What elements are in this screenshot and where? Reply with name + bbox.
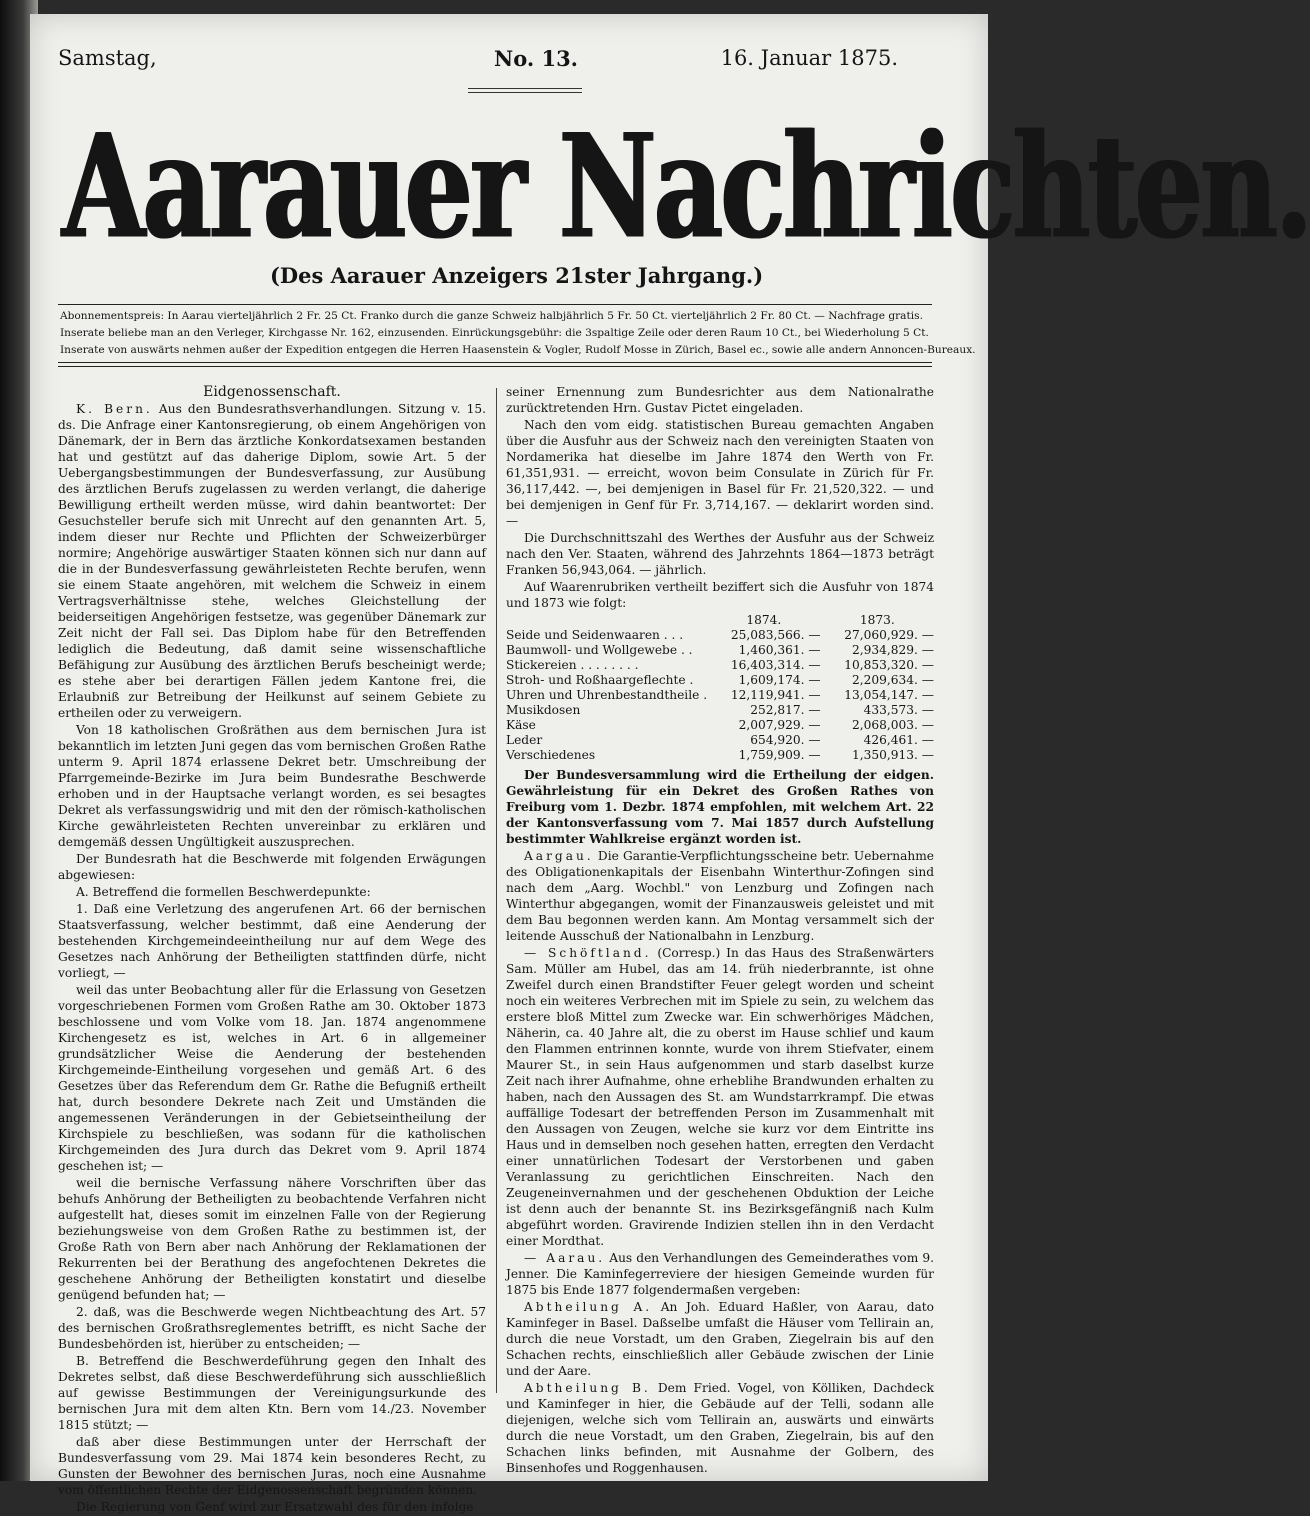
issue-number: No. 13. [494,46,578,71]
export-value-1873: 2,934,829. — [852,643,934,657]
issue-day: Samstag, [58,46,157,70]
subscription-line-1: Abonnementspreis: In Aarau vierteljährlich 2 Fr. 25 Ct. Franko durch die ganze Schweiz halbjährlich 5 Fr. 50 Ct. vierteljährlich 2 Fr. 80 Ct. — Nachfrage gratis. [60,310,923,322]
subscription-line-2: Inserate beliebe man an den Verleger, Kirchgasse Nr. 162, einzusenden. Einrückungsgebühr: die 3spaltige Zeile oder deren Raum 10 Ct., bei Wiederholung 5 Ct. [60,327,929,339]
article-genf: Die Regierung von Genf wird zur Ersatzwahl des für den infolge [76,1500,474,1514]
place-schoeftland: — Schöftland. [524,946,652,960]
rule-mid-2 [58,366,932,367]
article-point-2: 2. daß, was die Beschwerde wegen Nichtbeachtung des Art. 57 des bernischen Großrathsreglementes betrifft, es nicht Sache der Bundesbehörden ist, hierüber zu entscheiden; — [58,1305,486,1351]
article-point-a: A. Betreffend die formellen Beschwerdepunkte: [76,885,371,899]
export-value-1874: 1,759,909. — [738,748,821,762]
export-value-1874: 1,460,361. — [738,643,821,657]
issue-header [58,46,898,76]
export-value-1874: 25,083,566. — [730,628,821,642]
export-table-row [506,628,934,643]
export-table-body [506,628,934,763]
article-aargau-text: Die Garantie-Verpflichtungsscheine betr. Uebernahme des Obligationenkapitals der Eisenbahn Winterthur-Zofingen sind nach dem „Aarg. Wochbl." von Lenzburg und Zofingen nach Winterthur abgegangen, womit der Finanzausweis geleistet und mit dem Bau begonnen werden kann. Am Montag versammelt sich der leitende Ausschuß der Nationalbahn in Lenzburg. [506,849,934,943]
export-table-row [506,643,934,658]
issue-date: 16. Januar 1875. [720,46,898,70]
export-category: Leder [506,733,543,747]
export-table-row [506,658,934,673]
export-value-1874: 2,007,929. — [738,718,821,732]
rule-mid-1 [58,362,932,363]
article-durchschnitt: Die Durchschnittszahl des Werthes der Ausfuhr aus der Schweiz nach den Ver. Staaten, während des Jahrzehnts 1864—1873 beträgt Franken 56,943,064. — jährlich. [506,531,934,577]
export-value-1873: 27,060,929. — [844,628,934,642]
export-table-row [506,718,934,733]
export-value-1873: 13,054,147. — [844,688,934,702]
export-value-1874: 16,403,314. — [730,658,821,672]
export-value-1873: 1,350,913. — [852,748,934,762]
export-category: Baumwoll- und Wollgewebe . . [506,643,693,657]
subscription-line-3: Inserate von auswärts nehmen außer der Expedition entgegen die Herren Haasenstein & Vogler, Rudolf Mosse in Zürich, Basel ec., sowie alle andern Annoncen-Bureaux. [60,344,976,356]
export-table [506,613,934,763]
article-aarau [506,1250,934,1298]
export-table-row [506,733,934,748]
label-abtheilung-b: Abtheilung B. [524,1381,651,1395]
export-table-row [506,703,934,718]
label-abtheilung-a: Abtheilung A. [524,1300,653,1314]
article-bundesrath: Der Bundesrath hat die Beschwerde mit folgenden Erwägungen abgewiesen: [58,852,486,882]
export-value-1873: 2,209,634. — [852,673,934,687]
place-bern: K. Bern. [76,402,153,416]
export-value-1873: 2,068,003. — [852,718,934,732]
article-freiburg: Der Bundesversammlung wird die Ertheilung der eidgen. Gewährleistung für ein Dekret des Großen Rathes von Freiburg vom 1. Dezbr. 1874 empfohlen, mit welchem Art. 22 der Kantonsverfassung vom 7. Mai 1857 durch Aufstellung bestimmter Wahlkreise ergänzt worden ist. [506,768,934,846]
article-schoeftland-text: (Corresp.) In das Haus des Straßenwärters Sam. Müller am Hubel, das am 14. früh niederbrannte, ist ohne Zweifel durch einen Brandstifter Feuer gelegt worden und scheint noch ein weiteres Verbrechen mit im Spiele zu sein, zu welchem das erstere bloß Mittel zum Zwecke war. Ein schwerhöriges Mädchen, Näherin, ca. 40 Jahre alt, die zu oberst im Hause schlief und kaum den Flammen entrinnen konnte, wurde von ihrem Stiefvater, einem Maurer St., in sein Haus aufgenommen und starb daselbst kurze Zeit nach ihrer Aufnahme, ohne erheblihe Brandwunden erhalten zu haben, nach den Aussagen des St. am Wundstarrkrampf. Die etwas auffällige Todesart der betreffenden Person im Zusammenhalt mit den Aussagen von Zeugen, welche sie kurz vor dem Eintritte ins Haus und in demselben noch gesehen hatten, erregten den Verdacht einer unnatürlichen Todesart der Verstorbenen und gaben Veranlassung zu gerichtlichen Einschreiten. Nach den Zeugeneinvernahmen und der geschehenen Obduktion der Leiche ist denn auch der benannte St. ins Bezirksgefängniß nach Kulm abgeführt worden. Gravirende Indizien stellen ihn in den Verdacht einer Mordthat. [506,946,934,1248]
article-point-b2: daß aber diese Bestimmungen unter der Herrschaft der Bundesverfassung vom 29. Mai 1874 kein besonderes Recht, zu Gunsten der Bewohner des bernischen Juras, noch eine Ausnahme vom öffentlichen Rechte der Eidgenossenschaft begründen können. [58,1435,486,1497]
article-pictet: seiner Ernennung zum Bundesrichter aus dem Nationalrathe zurücktretenden Hrn. Gustav Pictet eingeladen. [506,385,934,415]
masthead-title: Aarauer Nachrichten. [62,101,1310,271]
article-point-1b: weil das unter Beobachtung aller für die Erlassung von Gesetzen vorgeschriebenen Formen vom Großen Rathe am 30. Oktober 1873 beschlossene und vom Volke vom 18. Jan. 1874 angenommene Kirchengesetz es ist, welches in Art. 6 in allgemeiner grundsätzlicher Weise die Aenderung der bestehenden Kirchgemeinde-Eintheilung vorgesehen und gemäß Art. 6 des Gesetzes über das Referendum dem Gr. Rathe die Befugniß ertheilt hat, durch besondere Dekrete nach Zeit und Umständen die angemessenen Veränderungen in der Gebietseintheilung der Kirchspiele zu beschließen, was sodann für die katholischen Kirchgemeinden des Jura durch das Dekret vom 9. April 1874 geschehen ist; — [58,983,486,1173]
export-value-1873: 433,573. — [863,703,934,717]
export-value-1873: 10,853,320. — [844,658,934,672]
article-aargau [506,848,934,944]
place-aarau: — Aarau. [524,1251,606,1265]
article-jura: Von 18 katholischen Großräthen aus dem bernischen Jura ist bekanntlich im letzten Juni gegen das vom bernischen Großen Rathe unterm 9. April 1874 erlassene Dekret betr. Umschreibung der Pfarrgemeinde-Bezirke im Jura beim Bundesrathe Beschwerde erhoben und in der Hauptsache verlangt worden, es sei besagtes Dekret als verfassungswidrig und mit den der römisch-katholischen Kirche gewährleisteten Rechten unvereinbar zu erklären und demgemäß dessen Ungültigkeit auszusprechen. [58,723,486,849]
article-abtheilung-b [506,1380,934,1476]
export-value-1874: 1,609,174. — [738,673,821,687]
article-point-b: B. Betreffend die Beschwerdeführung gegen den Inhalt des Dekretes selbst, daß diese Beschwerdeführung sich ausschließlich auf gewisse Bestimmungen der Vereinigungsurkunde des bernischen Jura mit dem alten Ktn. Bern vom 14./23. November 1815 stützt; — [58,1354,486,1432]
export-value-1874: 12,119,941. — [730,688,821,702]
col-1873: 1873. [859,613,895,627]
export-value-1874: 252,817. — [750,703,821,717]
masthead-subtitle: (Des Aarauer Anzeigers 21ster Jahrgang.) [270,263,764,288]
export-table-row [506,748,934,763]
export-category: Uhren und Uhrenbestandtheile . [506,688,708,702]
column-divider [496,388,497,1393]
article-waarenrubriken: Auf Waarenrubriken vertheilt beziffert sich die Ausfuhr von 1874 und 1873 wie folgt: [506,580,934,610]
export-category: Stroh- und Roßhaargeflechte . [506,673,694,687]
export-category: Käse [506,718,536,732]
export-value-1874: 654,920. — [750,733,821,747]
article-abtheilung-a-text: An Joh. Eduard Haßler, von Aarau, dato Kaminfeger in Basel. Daßselbe umfaßt die Häuser vom Tellirain an, durch die neue Vorstadt, um den Graben, Ziegelrain bis auf den Schachen rechts, einschließlich aller Gebäude zwischen der Linie und der Aare. [506,1300,935,1378]
article-ausfuhr: Nach den vom eidg. statistischen Bureau gemachten Angaben über die Ausfuhr aus der Schweiz nach den vereinigten Staaten von Nordamerika hat dieselbe im Jahre 1874 den Werth von Fr. 61,351,931. — erreicht, wovon beim Consulate in Zürich für Fr. 36,117,442. —, bei demjenigen in Basel für Fr. 21,520,322. — und bei demjenigen in Genf für Fr. 3,714,167. — deklarirt worden sind. — [506,418,934,528]
export-category: Seide und Seidenwaaren . . . [506,628,684,642]
export-category: Stickereien . . . . . . . . [506,658,639,672]
article-abtheilung-a [506,1299,934,1379]
export-table-header [506,613,934,628]
article-point-1c: weil die bernische Verfassung nähere Vorschriften über das behufs Anhörung der Betheiligten zu beobachtende Verfahren nicht aufgestellt hat, dieses somit im einzelnen Falle von der Regierung beziehungsweise von dem Großen Rathe zu bestimmen ist, der Große Rath von Bern aber nach Anhörung der Reklamationen der Rekurrenten bei der Berathung des angefochtenen Dekretes die geschehene Anhörung der Betheiligten konstatirt und dieselbe genügend befunden hat; — [58,1176,486,1302]
article-point-1: 1. Daß eine Verletzung des angerufenen Art. 66 der bernischen Staatsverfassung, welcher bestimmt, daß eine Aenderung der bestehenden Kirchgemeindeeintheilung nur auf dem Wege des Gesetzes nach Anhörung der Betheiligten stattfinden dürfe, nicht vorliegt, — [58,902,486,980]
article-bern-text: Aus den Bundesrathsverhandlungen. Sitzung v. 15. ds. Die Anfrage einer Kantonsregierung, ob einem Angehörigen von Dänemark, der in Bern das ärztliche Konkordatsexamen bestanden hat und gestützt auf das daherige Diplom, sowie Art. 5 der Uebergangsbestimmungen der Bundesverfassung, zur Ausübung des ärztlichen Berufs zugelassen zu werden verlangt, die daherige Bewilligung ertheilt werden müsse, wird dahin beantwortet: Der Gesuchsteller berufe sich mit Unrecht auf den genannten Art. 5, indem dieser nur Rechte und Pflichten der Schweizerbürger normire; Angehörige auswärtiger Staaten können sich nur dann auf die in der Bundesverfassung gewährleisteten Rechte berufen, wenn sie einem Staate angehören, mit welchem die Schweiz in einem Vertragsverhältnisse stehe, welches Gleichstellung der beiderseitigen Angehörigen festsetze, was gegenüber Dänemark zur Zeit nicht der Fall sei. Das Diplom habe für den Betreffenden lediglich die Bedeutung, daß damit seine wissenschaftliche Befähigung zur Ausübung des ärztlichen Berufs bescheinigt werde; es stehe aber bei derartigen Fällen jedem Kantone frei, die Erlaubniß zur Betreibung der Heilkunst auf seinem Gebiete zu ertheilen oder zu verweigern. [58,402,486,720]
export-table-row [506,673,934,688]
export-table-row [506,688,934,703]
col-1874: 1874. [746,613,782,627]
left-column [58,384,486,1516]
article-aarau-text: Aus den Verhandlungen des Gemeinderathes vom 9. Jenner. Die Kaminfegerreviere der hiesigen Gemeinde wurden für 1875 bis Ende 1877 folgendermaßen vergeben: [506,1251,934,1297]
article-schoeftland [506,945,934,1249]
section-title: Eidgenossenschaft. [203,384,341,400]
article-bern [58,401,486,721]
subscription-info [60,308,976,359]
rule-top [58,304,932,305]
export-category: Musikdosen [506,703,581,717]
right-column [506,384,934,1477]
place-aargau: Aargau. [524,849,594,863]
export-category: Verschiedenes [506,748,596,762]
article-abtheilung-b-text: Dem Fried. Vogel, von Kölliken, Dachdeck und Kaminfeger in hier, die Gebäude auf der Telli, sodann alle diejenigen, welche sich vom Tellirain an, auswärts und einwärts durch die neue Vorstadt, um den Graben, Ziegelrain, bis auf den Schachen links befinden, mit Ausnahme der Golbern, des Binsenhofes und Roggenhausen. [506,1381,934,1475]
export-value-1873: 426,461. — [863,733,934,747]
